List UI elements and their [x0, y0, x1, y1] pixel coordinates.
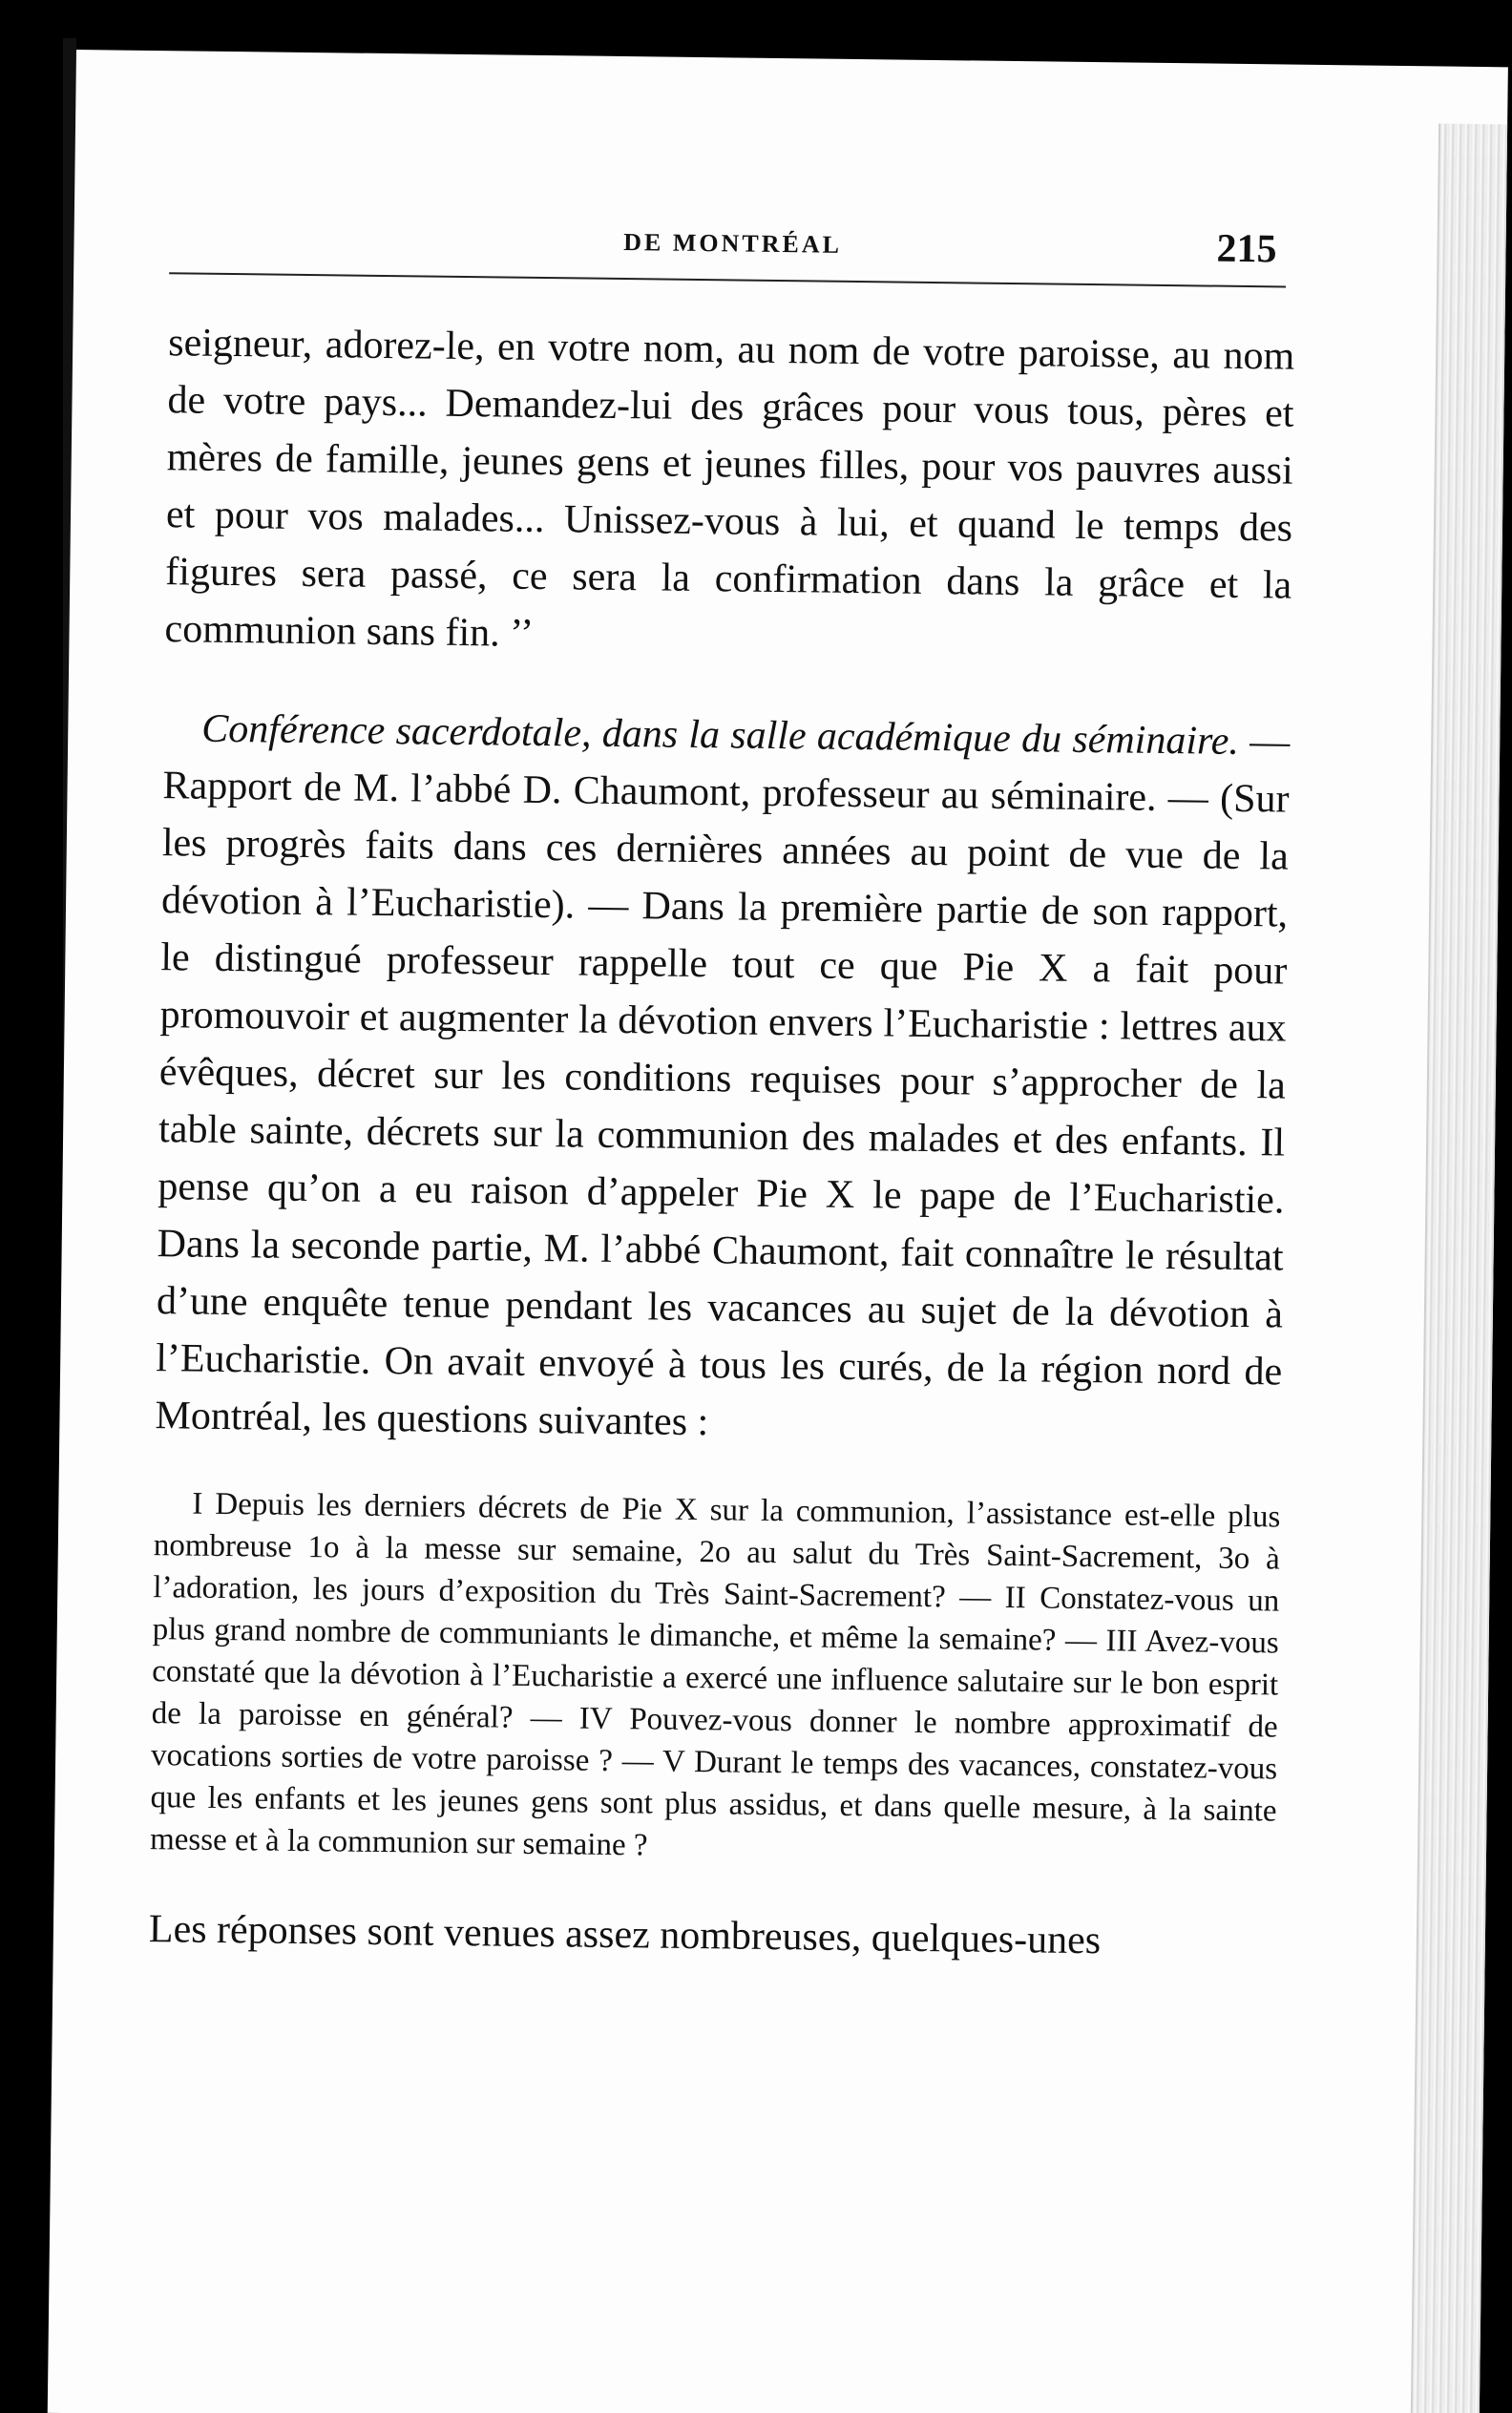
conference-title: Conférence sacerdotale, dans la salle académique du séminaire.	[201, 706, 1240, 764]
book-page	[48, 50, 1508, 2413]
paragraph-conference	[155, 700, 1290, 1458]
page-edge-stack	[1411, 123, 1508, 2413]
header-rule	[169, 272, 1286, 287]
paragraph-responses: Les réponses sont venues assez nombreuses, quelques-unes	[148, 1907, 1102, 1963]
running-head	[169, 222, 1296, 293]
text-block	[149, 222, 1296, 1971]
questionnaire-text: I Depuis les derniers décrets de Pie X sur la communion, l’assistance est-elle plus nombreuse 1o à la messe sur semaine, 2o au salut du Très Saint-Sacrement, 3o à l’adoration, les jours d’exposition du Très Saint-Sacrement? — II Constatez-vous un plus grand nombre de communiants le dimanche, et même la semaine? — III Avez-vous constaté que la dévotion à l’Eucharistie a exercé une influence salutaire sur le bon esprit de la paroisse en général? — IV Pouvez-vous donner le nombre approximatif de vocations sorties de votre paroisse ? — V Durant le temps des vacances, constatez-vous que les enfants et les jeunes gens sont plus assidus, et dans quelle mesure, à la sainte messe et à la communion sur semaine ?	[149, 1486, 1281, 1863]
paragraph-continued: seigneur, adorez-le, en votre nom, au nom de votre paroisse, au nom de votre pays... Demandez-lui des grâces pour vous tous, pères et mères de famille, jeunes gens et jeunes filles, pour vos pauvres aussi et pour vos malades... Unissez-vous à lui, et quand le temps des figures sera passé, ce sera la confirmation dans la grâce et la communion sans fin. ’’	[164, 321, 1295, 656]
conference-report: — Rapport de M. l’abbé D. Chaumont, professeur au séminaire. — (Sur les progrès faits dans ces dernières années au point de vue de la dévotion à l’Eucharistie). — Dans la première partie de son rapport, le distingué professeur rappelle tout ce que Pie X a fait pour promouvoir et augmenter la dévotion envers l’Eucharistie : lettres aux évêques, décret sur les conditions requises pour s’approcher de la table sainte, décrets sur la communion des malades et des enfants. Il pense qu’on a eu raison d’appeler Pie X le pape de l’Eucharistie. Dans la seconde partie, M. l’abbé Chaumont, fait connaître le résultat d’une enquête tenue pendant les vacances au sujet de la dévotion à l’Eucharistie. On avait envoyé à tous les curés, de la région nord de Montréal, les questions suivantes :	[155, 719, 1291, 1445]
running-title: DE MONTRÉAL	[623, 228, 843, 259]
page-number: 215	[1216, 226, 1277, 272]
